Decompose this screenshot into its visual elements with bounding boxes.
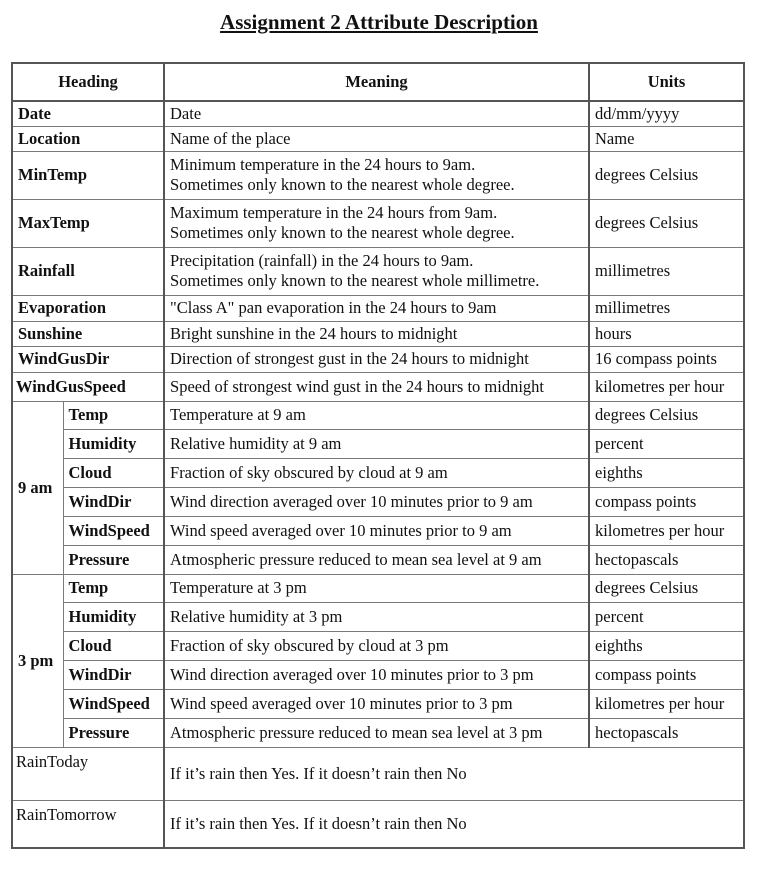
attribute-name: MaxTemp [12,199,164,247]
attribute-units: hectopascals [589,718,744,747]
group-label-3pm: 3 pm [12,574,63,747]
attribute-meaning: Wind direction averaged over 10 minutes prior to 3 pm [164,660,589,689]
attribute-name: Temp [63,401,164,429]
attribute-name: Pressure [63,545,164,574]
attribute-units: kilometres per hour [589,372,744,401]
attribute-meaning: Wind direction averaged over 10 minutes prior to 9 am [164,487,589,516]
table-row [12,401,744,429]
attribute-meaning: If it’s rain then Yes. If it doesn’t rain then No [164,747,744,800]
table-row [12,660,744,689]
attribute-meaning: Temperature at 3 pm [164,574,589,602]
attribute-units: dd/mm/yyyy [589,101,744,126]
attribute-name: Location [12,126,164,151]
meaning-line: Precipitation (rainfall) in the 24 hours to 9am. [170,251,474,270]
table-row [12,372,744,401]
meaning-line: Maximum temperature in the 24 hours from 9am. [170,203,498,222]
attribute-name: RainTomorrow [12,800,164,848]
table-row [12,602,744,631]
attribute-name: Cloud [63,631,164,660]
attribute-name: WindSpeed [63,516,164,545]
attribute-name: Temp [63,574,164,602]
attribute-units: percent [589,602,744,631]
attribute-units: eighths [589,631,744,660]
meaning-line: Sometimes only known to the nearest whole degree. [170,175,515,194]
header-heading: Heading [12,63,164,101]
attribute-meaning: Fraction of sky obscured by cloud at 9 am [164,458,589,487]
table-row [12,247,744,295]
attribute-meaning: Date [164,101,589,126]
attribute-units: degrees Celsius [589,151,744,199]
table-row [12,295,744,321]
attribute-meaning: Temperature at 9 am [164,401,589,429]
attribute-name: Humidity [63,602,164,631]
attribute-units: compass points [589,487,744,516]
attribute-meaning: Fraction of sky obscured by cloud at 3 pm [164,631,589,660]
table-row [12,487,744,516]
table-row [12,631,744,660]
table-row [12,516,744,545]
attribute-name: WindDir [63,660,164,689]
attribute-units: kilometres per hour [589,689,744,718]
table-row [12,199,744,247]
table-row [12,458,744,487]
attribute-units: percent [589,429,744,458]
table-row [12,747,744,800]
attribute-units: compass points [589,660,744,689]
document-title: Assignment 2 Attribute Description [220,10,538,34]
table-row [12,718,744,747]
attribute-units: eighths [589,458,744,487]
attribute-name: Humidity [63,429,164,458]
attribute-name: WindSpeed [63,689,164,718]
attribute-meaning: Wind speed averaged over 10 minutes prior to 3 pm [164,689,589,718]
table-row [12,574,744,602]
attribute-meaning [164,151,589,199]
table-row [12,689,744,718]
attribute-meaning: "Class A" pan evaporation in the 24 hours to 9am [164,295,589,321]
attribute-units: degrees Celsius [589,574,744,602]
attribute-table [11,62,745,849]
header-meaning: Meaning [164,63,589,101]
table-row [12,101,744,126]
attribute-meaning: If it’s rain then Yes. If it doesn’t rain then No [164,800,744,848]
attribute-name: MinTemp [12,151,164,199]
attribute-name: Cloud [63,458,164,487]
table-row [12,545,744,574]
meaning-line: Sometimes only known to the nearest whole millimetre. [170,271,540,290]
attribute-units: degrees Celsius [589,199,744,247]
attribute-meaning [164,199,589,247]
table-row [12,126,744,151]
attribute-name: RainToday [12,747,164,800]
attribute-meaning: Wind speed averaged over 10 minutes prior to 9 am [164,516,589,545]
table-row [12,346,744,372]
attribute-meaning: Atmospheric pressure reduced to mean sea level at 9 am [164,545,589,574]
attribute-name: Sunshine [12,321,164,346]
meaning-line: Sometimes only known to the nearest whole degree. [170,223,515,242]
attribute-units: 16 compass points [589,346,744,372]
attribute-meaning: Direction of strongest gust in the 24 hours to midnight [164,346,589,372]
attribute-name: Date [12,101,164,126]
attribute-units: hours [589,321,744,346]
table-row [12,151,744,199]
meaning-line: Minimum temperature in the 24 hours to 9am. [170,155,476,174]
attribute-meaning: Name of the place [164,126,589,151]
attribute-name: WindDir [63,487,164,516]
attribute-name: WindGusSpeed [12,372,164,401]
attribute-meaning: Relative humidity at 9 am [164,429,589,458]
attribute-units: Name [589,126,744,151]
attribute-units: millimetres [589,295,744,321]
attribute-units: kilometres per hour [589,516,744,545]
attribute-units: degrees Celsius [589,401,744,429]
attribute-units: millimetres [589,247,744,295]
table-row [12,429,744,458]
group-label-9am: 9 am [12,401,63,574]
header-units: Units [589,63,744,101]
attribute-units: hectopascals [589,545,744,574]
attribute-name: Pressure [63,718,164,747]
table-row [12,800,744,848]
attribute-meaning [164,247,589,295]
attribute-meaning: Bright sunshine in the 24 hours to midnight [164,321,589,346]
attribute-meaning: Relative humidity at 3 pm [164,602,589,631]
attribute-meaning: Atmospheric pressure reduced to mean sea level at 3 pm [164,718,589,747]
attribute-name: Evaporation [12,295,164,321]
attribute-name: Rainfall [12,247,164,295]
table-row [12,321,744,346]
attribute-name: WindGusDir [12,346,164,372]
attribute-meaning: Speed of strongest wind gust in the 24 hours to midnight [164,372,589,401]
